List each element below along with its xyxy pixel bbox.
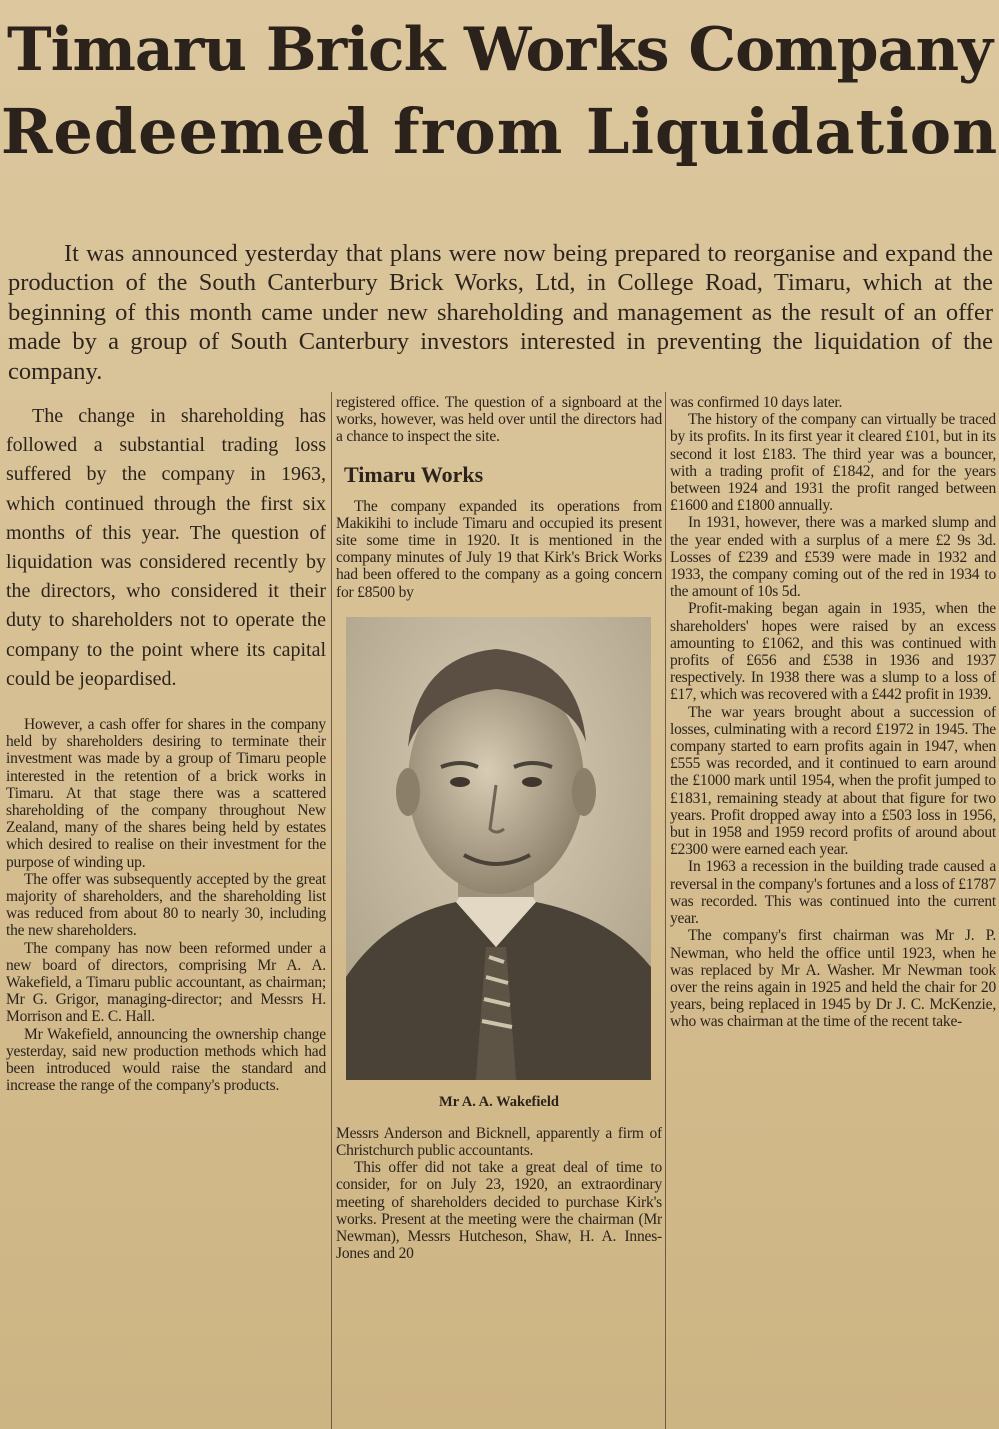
headline-line-1: Timaru Brick Works Company (7, 15, 992, 85)
col1-paragraph-1: However, a cash offer for shares in the company held by shareholders desiring to terminate their investment was made by a group of Timaru people interested in the retention of a brick works in Timaru. At that stage there was a scattered shareholding of the company throughout New Zealand, many of the shares being held by estates which desired to realise on their investment for the purpose of winding up. (6, 716, 326, 871)
subhead-timaru-works: Timaru Works (344, 461, 484, 487)
column-rule-1 (331, 392, 332, 1429)
col2-paragraph-3: This offer did not take a great deal of time to consider, for on July 23, 1920, an extraordinary meeting of shareholders decided to purchase Kirk's works. Present at the meeting were the chairman (Mr Newman), Messrs Hutcheson, Shaw, H. A. Innes-Jones and 20 (336, 1159, 662, 1263)
column-2 (336, 394, 662, 1429)
headline (0, 8, 999, 172)
portrait-photo (346, 617, 651, 1080)
col3-paragraph-4: The war years brought about a succession of losses, culminating with a record £1972 in 1945. The company started to earn profits again in 1947, when £555 was recorded, and it continued to earn around the £1000 mark until 1954, when the profit jumped to £1831, remaining steady at about that figure for two years. Profit dropped away into a £503 loss in 1956, but in 1958 and 1959 record profits of around about £2300 were earned each year. (670, 703, 996, 859)
column-rule-2 (665, 392, 666, 1429)
col3-paragraph-3: Profit-making began again in 1935, when the shareholders' hopes were raised by an excess amounting to £1062, and this was continued with profits of £656 and £538 in 1936 and 1937 respectively. In 1938 there was a slump to a loss of £17, which was recovered with a £442 profit in 1939. (670, 600, 996, 704)
col1-large-paragraph: The change in shareholding has followed a substantial trading loss suffered by the company in 1963, which continued through the first six months of this year. The question of liquidation was considered recently by the directors, who considered it their duty to shareholders not to operate the company to the point where its capital could be jeopardised. (6, 405, 326, 690)
col2-paragraph-1: The company expanded its operations from Makikihi to include Timaru and occupied its present site some time in 1920. It is mentioned in the company minutes of July 19 that Kirk's Brick Works had been offered to the company as a going concern for £8500 by (336, 497, 662, 601)
col3-paragraph-0: was confirmed 10 days later. (670, 394, 843, 411)
photo-caption: Mr A. A. Wakefield (439, 1093, 559, 1110)
col1-paragraph-4: Mr Wakefield, announcing the ownership change yesterday, said new production methods which had been introduced would raise the standard and increase the range of the company's products. (6, 1025, 326, 1095)
col2-paragraph-0: registered office. The question of a signboard at the works, however, was held over until the directors had a chance to inspect the site. (336, 394, 662, 446)
lead-paragraph: It was announced yesterday that plans were now being prepared to reorganise and expand the production of the South Canterbury Brick Works, Ltd, in College Road, Timaru, which at the beginning of this month came under new shareholding and management as the result of an offer made by a group of South Canterbury investors interested in preventing the liquidation of the company. (8, 239, 993, 385)
col1-paragraph-3: The company has now been reformed under a new board of directors, comprising Mr A. A. Wakefield, a Timaru public accountant, as chairman; Mr G. Grigor, managing-director; and Messrs H. Morrison and E. C. Hall. (6, 939, 326, 1026)
headline-line-2: Redeemed from Liquidation (0, 95, 999, 168)
portrait-image (346, 617, 651, 1080)
col3-paragraph-6: The company's first chairman was Mr J. P. Newman, who held the office until 1923, when he was replaced by Mr A. Washer. Mr Newman took over the reins again in 1925 and held the chair for 20 years, being replaced in 1945 by Dr J. C. McKenzie, who was chairman at the time of the recent take- (670, 927, 996, 1031)
column-3 (670, 394, 996, 1429)
column-1 (6, 394, 326, 1429)
col1-paragraph-2: The offer was subsequently accepted by the great majority of shareholders, and the shareholding list was reduced from about 80 to nearly 30, including the new shareholders. (6, 870, 326, 940)
col3-paragraph-1: The history of the company can virtually be traced by its profits. In its first year it cleared £101, but in its second it lost £183. The third year was a bouncer, with a trading profit of £1842, and for the years between 1924 and 1931 the profit ranged between £1600 and £1800 annually. (670, 411, 996, 515)
col2-paragraph-2: Messrs Anderson and Bicknell, apparently a firm of Christchurch public accountants. (336, 1124, 662, 1160)
col3-paragraph-2: In 1931, however, there was a marked slump and the year ended with a surplus of a mere £2 9s 3d. Losses of £239 and £539 were made in 1932 and 1933, the company coming out of the red in 1934 to the amount of 10s 5d. (670, 514, 996, 601)
col3-paragraph-5: In 1963 a recession in the building trade caused a reversal in the company's fortunes and a loss of £1787 was recorded. This was continued into the current year. (670, 858, 996, 928)
